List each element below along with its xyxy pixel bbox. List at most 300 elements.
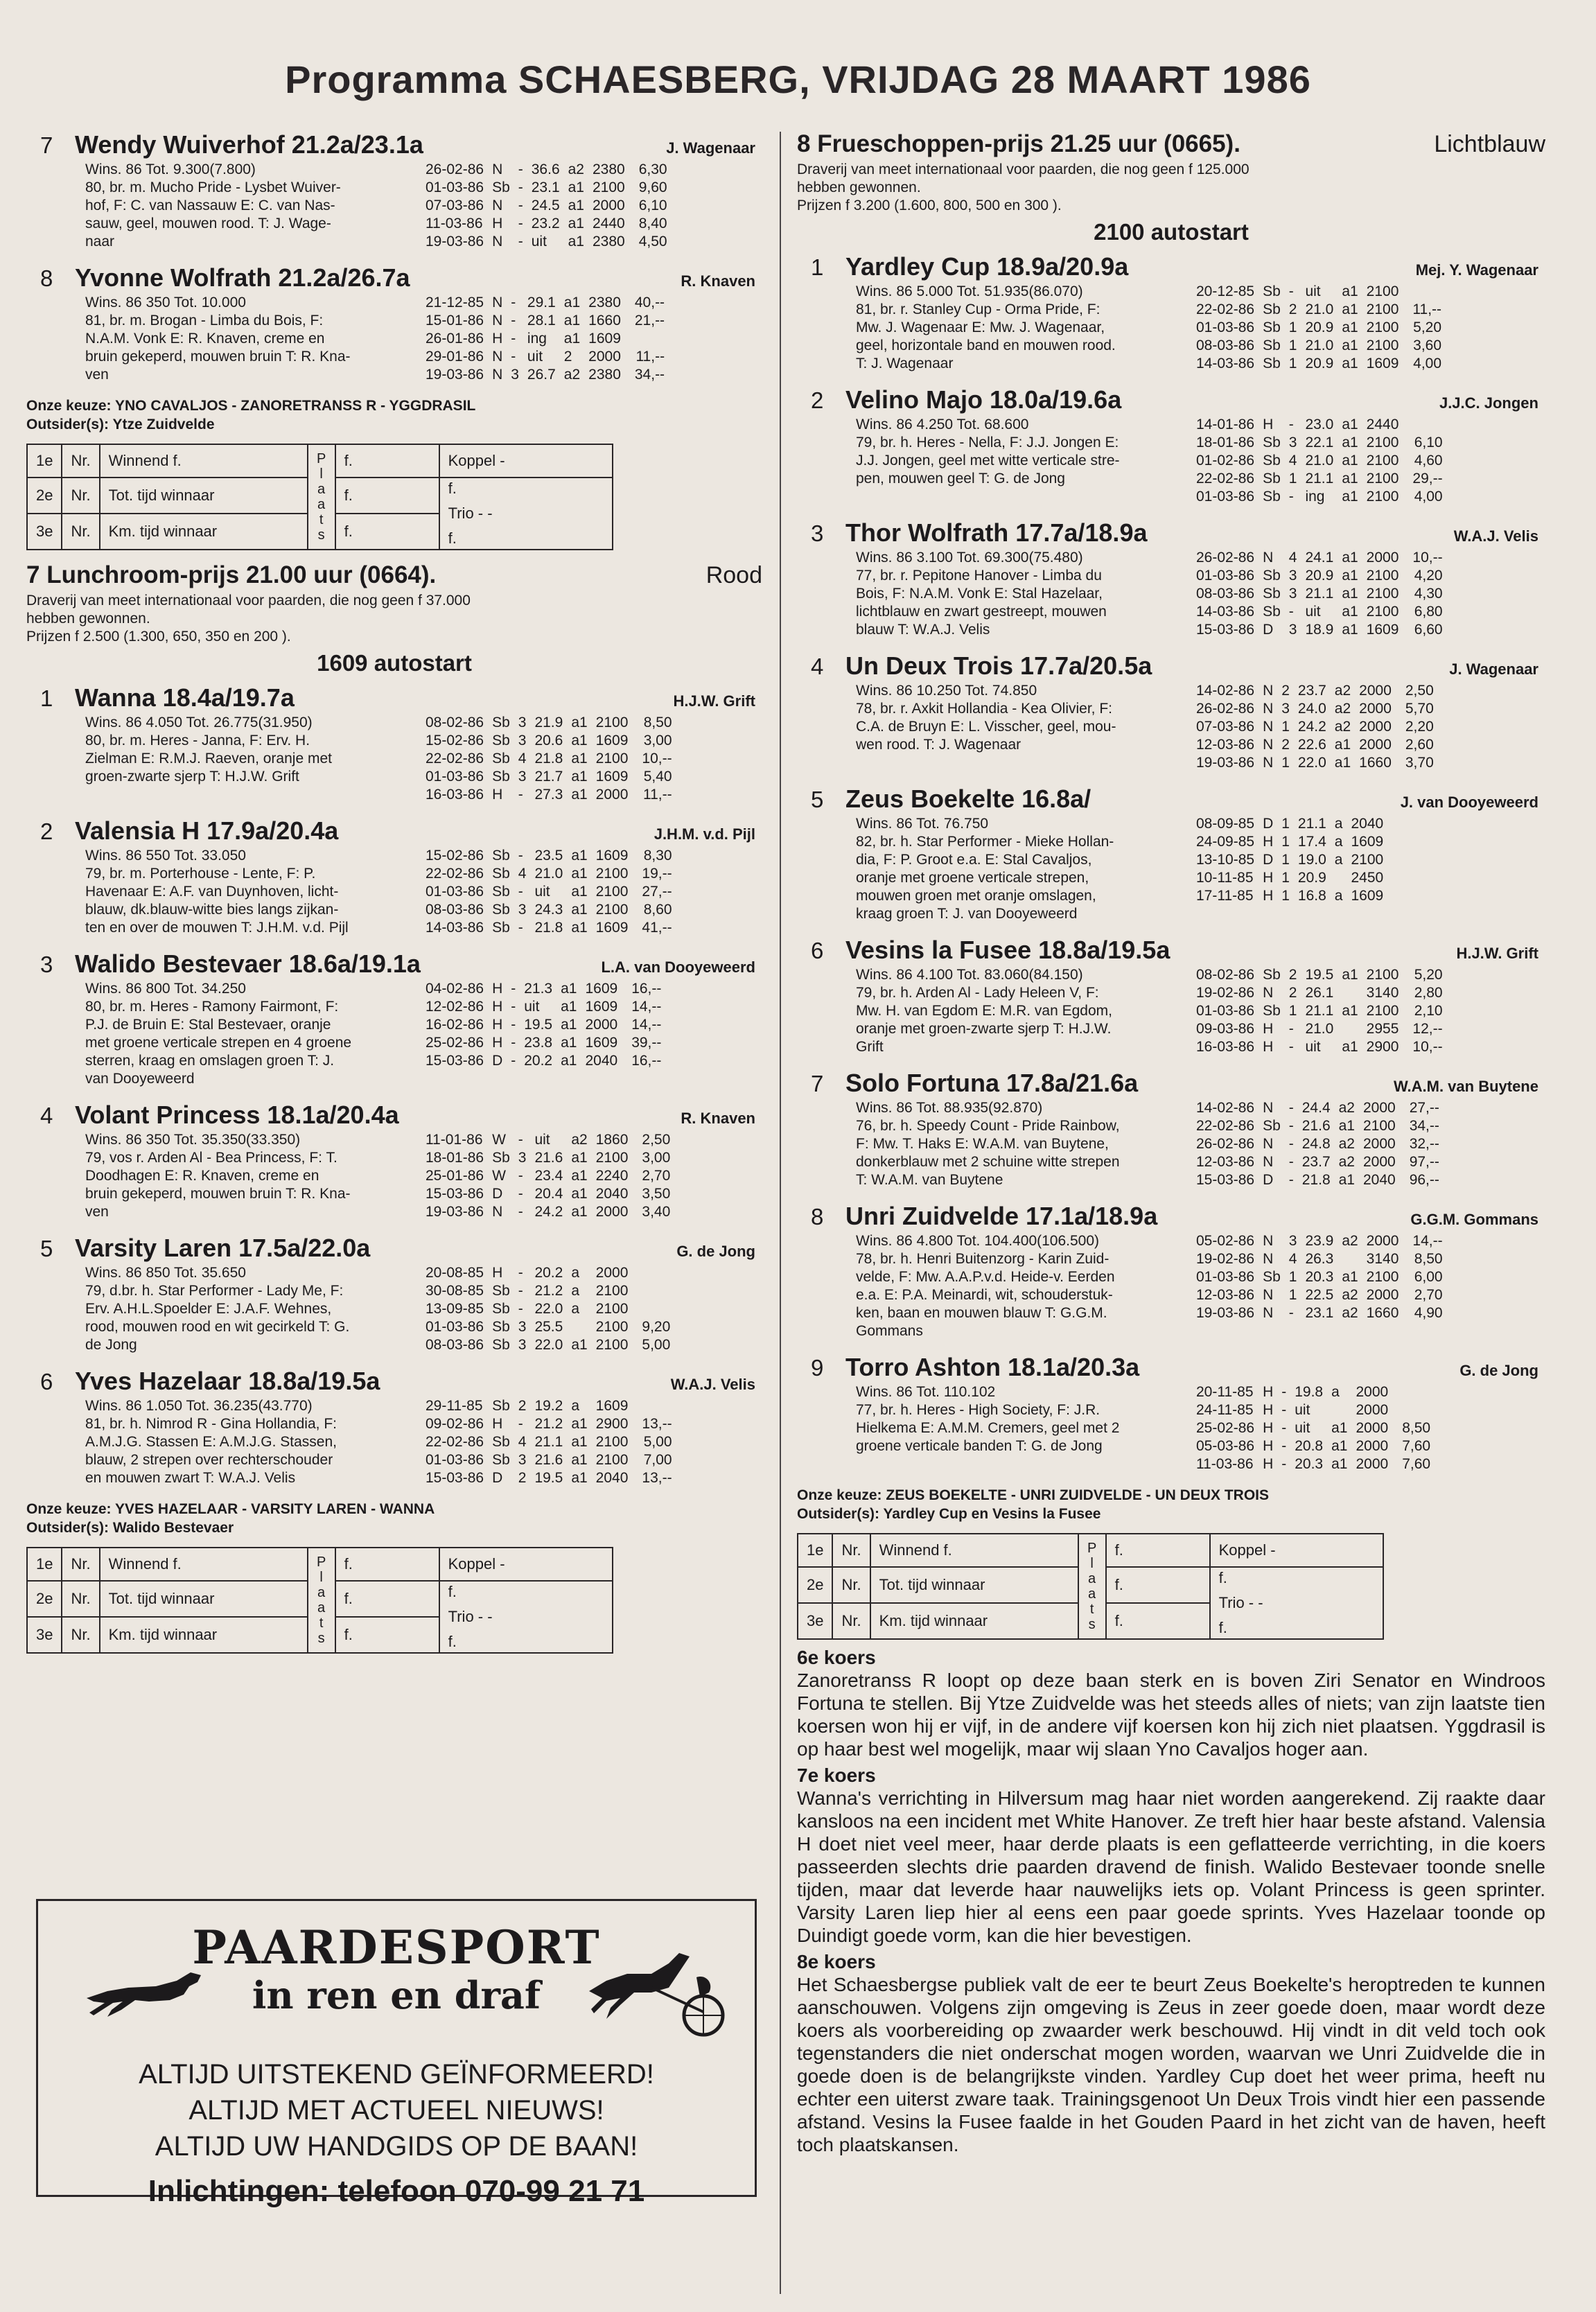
horse-body xyxy=(797,966,1545,1056)
performance-cell: 41,-- xyxy=(642,920,672,936)
performance-cell: 6,10 xyxy=(1414,435,1443,450)
result-f: f. xyxy=(1106,1567,1210,1603)
horse-number: 3 xyxy=(40,952,53,977)
performance-cell: 12-03-86 xyxy=(1196,1287,1255,1303)
horse-trainer: W.A.M. van Buytene xyxy=(1393,1078,1538,1095)
performance-cell: 2 xyxy=(563,349,572,365)
performance-cell: a1 xyxy=(571,1470,588,1486)
performance-cell: - xyxy=(511,1017,516,1033)
horse-performances xyxy=(1171,815,1545,923)
performance-cell: 3,60 xyxy=(1413,338,1442,353)
horse-name: Torro Ashton 18.1a/20.3a xyxy=(845,1353,1140,1381)
plaats-letter: P xyxy=(1087,1541,1097,1556)
performance-cell: 21.0 xyxy=(534,866,563,882)
horse-trainer: R. Knaven xyxy=(681,1110,755,1127)
performance-cell: 2380 xyxy=(592,234,625,249)
performance-cell: W xyxy=(492,1168,506,1184)
performance-cell: 7,60 xyxy=(1402,1438,1431,1454)
page-title: Programma SCHAESBERG, VRIJDAG 28 MAART 1986 xyxy=(285,58,1311,101)
performance-cell: a xyxy=(571,1398,579,1414)
performance-cell: 11,-- xyxy=(635,349,665,365)
performance-cell: 25.5 xyxy=(534,1319,563,1335)
horse-description: Wins. 86 4.250 Tot. 68.600 79, br. h. Heres - Nella, F: J.J. Jongen E: J.J. Jongen, geel met witte verticale stre- pen, mouwen geel T: G. de Jong xyxy=(856,417,1120,487)
horse-name: Zeus Boekelte 16.8a/ xyxy=(845,785,1091,813)
performance-cell: 19-03-86 xyxy=(426,367,484,383)
performance-cell: a1 xyxy=(561,981,577,997)
performance-cell: H xyxy=(492,1416,503,1432)
performance-cell: 6,30 xyxy=(638,161,667,177)
performance-cell: 10,-- xyxy=(1412,550,1443,566)
performance-cell: N xyxy=(1263,737,1274,753)
performance-cell: 2100 xyxy=(595,902,629,918)
trio-label: Trio - - xyxy=(1218,1594,1263,1611)
performance-cell: 21.6 xyxy=(534,1452,563,1468)
performance-cell: D xyxy=(1263,816,1274,832)
performance-row xyxy=(421,1469,676,1487)
horse-performances xyxy=(401,847,762,937)
performance-cell: 21.8 xyxy=(534,751,563,767)
performance-row xyxy=(1192,1171,1444,1189)
performance-row xyxy=(1192,1020,1447,1038)
result-table xyxy=(26,444,613,550)
ad-line-2: ALTIJD MET ACTUEEL NIEUWS! xyxy=(188,2095,604,2126)
result-f: f. xyxy=(335,514,439,550)
performance-cell: 26-02-86 xyxy=(1196,550,1255,566)
performance-cell: a1 xyxy=(571,733,588,748)
result-f: f. xyxy=(335,478,439,514)
performance-cell: a1 xyxy=(571,866,588,882)
performance-cell: 2 xyxy=(1288,967,1297,983)
performance-cell: 1 xyxy=(1281,755,1290,771)
performance-cell: 23.0 xyxy=(1305,417,1334,432)
performance-row xyxy=(1192,1437,1435,1455)
performance-cell: uit xyxy=(527,349,543,365)
performance-cell: 2000 xyxy=(1362,1136,1396,1152)
performance-cell: H xyxy=(492,999,503,1015)
horse-name: Un Deux Trois 17.7a/20.5a xyxy=(845,651,1152,680)
performance-cell xyxy=(632,1264,674,1282)
performance-cell: a1 xyxy=(571,1452,588,1468)
performance-cell: D xyxy=(1263,622,1274,638)
performance-row xyxy=(1192,1250,1447,1268)
performance-cell: 2380 xyxy=(588,367,621,383)
performance-row xyxy=(1192,567,1447,585)
performance-row xyxy=(421,1433,676,1451)
performance-cell: H xyxy=(1263,1456,1274,1472)
race-8-color: Lichtblauw xyxy=(1434,131,1545,157)
trio-f2: f. xyxy=(448,529,457,547)
horse-number: 2 xyxy=(40,818,53,844)
performance-cell: 97,-- xyxy=(1409,1154,1439,1170)
performance-cell: a1 xyxy=(1342,622,1358,638)
performance-cell: a1 xyxy=(1342,319,1358,335)
horse-entry xyxy=(26,1101,762,1221)
performance-cell: 10-11-85 xyxy=(1196,870,1254,886)
result-place: 1e xyxy=(798,1534,832,1567)
performance-cell: H xyxy=(492,1017,503,1033)
performance-cell: 18-01-86 xyxy=(426,1150,484,1166)
performance-cell: 2100 xyxy=(595,715,629,730)
performance-cell: 07-03-86 xyxy=(426,198,484,213)
performance-cell: a1 xyxy=(1342,568,1358,584)
performance-cell: 08-02-86 xyxy=(1196,967,1255,983)
performance-cell: 19-03-86 xyxy=(1196,1305,1255,1321)
performance-cell: 2000 xyxy=(1366,550,1399,566)
horse-name: Vesins la Fusee 18.8a/19.5a xyxy=(845,936,1170,964)
performance-cell: 14,-- xyxy=(631,999,662,1015)
performance-cell: H xyxy=(1263,1039,1274,1055)
horse-name: Thor Wolfrath 17.7a/18.9a xyxy=(845,518,1148,547)
performance-cell: 24.3 xyxy=(534,902,563,918)
performance-cell: 34,-- xyxy=(1409,1118,1439,1134)
performance-cell: 2100 xyxy=(595,884,629,900)
performance-cell: 1 xyxy=(1288,1269,1297,1285)
performance-cell: - xyxy=(518,1265,523,1281)
horse-performances xyxy=(401,714,762,804)
horse-description: Wins. 86 850 Tot. 35.650 79, d.br. h. Star Performer - Lady Me, F: Erv. A.H.L.Spoelder E: J.A.F. Wehnes, rood, mouwen rood en wit gecirkeld T: G. de Jong xyxy=(85,1265,350,1353)
performance-cell: 3,50 xyxy=(642,1186,671,1202)
performance-cell: N xyxy=(1263,1154,1274,1170)
horse-header xyxy=(26,263,762,294)
performance-cell: N xyxy=(1263,701,1274,717)
performance-cell: 01-03-86 xyxy=(1196,489,1255,505)
horse-header xyxy=(26,1234,762,1264)
performance-cell: 3 xyxy=(518,1150,527,1166)
performance-cell: a1 xyxy=(571,715,588,730)
performance-cell: 5,00 xyxy=(643,1434,672,1450)
horse-description: Wins. 86 10.250 Tot. 74.850 78, br. r. Axkit Hollandia - Kea Olivier, F: C.A. de Bruyn E: L. Visscher, geel, mou- wen rood. T: J. Wagenaar xyxy=(856,683,1116,753)
horse-number: 5 xyxy=(811,787,824,812)
performance-cell: Sb xyxy=(1263,338,1281,353)
performance-cell: 2040 xyxy=(585,1053,618,1069)
performance-cell: 1 xyxy=(1288,471,1297,487)
performance-cell: 1609 xyxy=(585,999,618,1015)
result-place: 2e xyxy=(798,1567,832,1603)
performance-cell: 20.9 xyxy=(1305,356,1334,371)
performance-cell: 2000 xyxy=(595,787,629,803)
performance-cell: - xyxy=(1288,1172,1294,1188)
horse-trainer: J. Wagenaar xyxy=(1449,660,1538,678)
result-row xyxy=(27,444,613,478)
horse-performances xyxy=(1171,1099,1545,1189)
horse-entry xyxy=(797,1069,1545,1189)
horse-description: Wins. 86 5.000 Tot. 51.935(86.070) 81, br. r. Stanley Cup - Orma Pride, F: Mw. J. Wagenaar E: Mw. J. Wagenaar, geel, horizontale band en mouwen rood. T: J. Wagenaar xyxy=(856,283,1116,371)
result-nr-label: Nr. xyxy=(62,444,99,478)
performance-row xyxy=(421,901,676,919)
performance-cell: 22-02-86 xyxy=(426,866,484,882)
performance-cell: 2900 xyxy=(595,1416,629,1432)
performance-cell: N xyxy=(492,367,503,383)
performance-cell: 21.2 xyxy=(534,1283,563,1299)
horse-entry xyxy=(26,130,762,251)
performance-cell: 21,-- xyxy=(634,313,665,329)
performance-cell: - xyxy=(518,1416,523,1432)
horse-body xyxy=(797,1383,1545,1473)
performance-cell: 1609 xyxy=(595,1398,629,1414)
performance-cell: 3 xyxy=(1288,622,1297,638)
performance-cell: 01-03-86 xyxy=(426,769,484,785)
performance-row xyxy=(421,348,669,366)
horse-entry xyxy=(797,252,1545,373)
performance-cell: a1 xyxy=(571,884,588,900)
performance-cell: N xyxy=(1263,1100,1274,1116)
performance-cell: 2100 xyxy=(1366,301,1399,317)
trio-cell xyxy=(1210,1567,1383,1639)
result-label: Km. tijd winnaar xyxy=(870,1603,1078,1639)
performance-cell: uit xyxy=(1295,1420,1310,1436)
performance-cell: 1 xyxy=(1281,870,1290,886)
performance-cell: 1860 xyxy=(595,1132,629,1148)
performance-row xyxy=(1192,984,1447,1002)
performance-cell: 8,40 xyxy=(638,216,667,231)
result-place: 1e xyxy=(27,444,62,478)
performance-cell: 19-02-86 xyxy=(1196,985,1255,1001)
performance-cell: 20.9 xyxy=(1297,870,1326,886)
plaats-letter: t xyxy=(1089,1602,1094,1617)
performance-cell xyxy=(1387,869,1401,887)
performance-cell: 22-02-86 xyxy=(1196,301,1255,317)
horse-trainer: W.A.J. Velis xyxy=(1453,527,1538,545)
performance-cell: 22.1 xyxy=(1305,435,1334,450)
performance-cell: a2 xyxy=(1342,1287,1358,1303)
performance-cell: Sb xyxy=(1263,301,1281,317)
performance-cell: a1 xyxy=(571,1416,588,1432)
performance-cell: H xyxy=(1263,870,1274,886)
performance-row xyxy=(1192,1099,1444,1117)
performance-cell: 08-03-86 xyxy=(1196,586,1255,602)
horse-name: Yvonne Wolfrath 21.2a/26.7a xyxy=(75,263,410,292)
performance-cell: D xyxy=(492,1470,503,1486)
performance-cell: 08-02-86 xyxy=(426,715,484,730)
performance-row xyxy=(421,1167,674,1185)
performance-cell: 4 xyxy=(518,866,527,882)
performance-cell: 1609 xyxy=(1351,888,1384,904)
performance-cell: a1 xyxy=(1334,737,1351,753)
horse-name: Unri Zuidvelde 17.1a/18.9a xyxy=(845,1202,1158,1230)
result-nr-label: Nr. xyxy=(62,1548,99,1581)
performance-cell: 2100 xyxy=(595,1301,629,1317)
performance-cell: a2 xyxy=(1334,719,1351,735)
performance-cell: 3 xyxy=(518,1337,527,1353)
performance-cell: 2000 xyxy=(1366,1233,1399,1249)
performance-cell: 2 xyxy=(518,1470,527,1486)
performance-cell: 22-02-86 xyxy=(1196,471,1255,487)
performance-cell: - xyxy=(518,1132,523,1148)
performance-cell: - xyxy=(1288,417,1294,432)
performance-cell: Sb xyxy=(1263,1003,1281,1019)
performance-cell: 14-03-86 xyxy=(426,920,484,936)
plaats-letter: a xyxy=(317,1585,326,1600)
performance-cell: - xyxy=(518,1204,523,1220)
performance-cell: 3 xyxy=(518,902,527,918)
performance-row xyxy=(1192,1135,1444,1153)
horse-trainer: J.H.M. v.d. Pijl xyxy=(654,825,755,843)
performance-cell: 2100 xyxy=(1362,1118,1396,1134)
performance-table xyxy=(1192,815,1401,905)
performance-cell: Sb xyxy=(492,1150,510,1166)
performance-cell: 3 xyxy=(518,1319,527,1335)
performance-cell: 15-03-86 xyxy=(426,1186,484,1202)
performance-cell: 28.1 xyxy=(527,313,556,329)
performance-cell: 21.0 xyxy=(1305,301,1334,317)
result-f: f. xyxy=(335,1617,439,1653)
plaats-letter: l xyxy=(1090,1556,1094,1571)
performance-row xyxy=(1192,603,1447,621)
performance-cell: 14,-- xyxy=(631,1017,662,1033)
performance-cell: uit xyxy=(1305,283,1321,299)
performance-cell: 08-03-86 xyxy=(426,1337,484,1353)
performance-row xyxy=(1192,434,1447,452)
performance-cell xyxy=(1338,1250,1362,1268)
performance-cell: 3 xyxy=(1281,701,1290,717)
performance-cell: 29-11-85 xyxy=(426,1398,483,1414)
performance-cell: - xyxy=(1281,1420,1287,1436)
performance-row xyxy=(1192,301,1446,319)
performance-cell: Sb xyxy=(492,920,510,936)
performance-row xyxy=(1192,1232,1447,1250)
performance-cell: 23.8 xyxy=(524,1035,553,1051)
performance-row xyxy=(1192,470,1447,488)
performance-cell xyxy=(1403,416,1446,434)
performance-cell: 34,-- xyxy=(634,367,665,383)
plaats-letter: P xyxy=(316,1555,326,1570)
performance-cell: 2000 xyxy=(1356,1420,1389,1436)
performance-cell: 1609 xyxy=(588,331,621,347)
result-nr-label: Nr. xyxy=(62,514,99,550)
performance-cell: a1 xyxy=(561,1017,577,1033)
performance-cell: N xyxy=(1263,1251,1274,1267)
horse-description: Wins. 86 Tot. 110.102 77, br. h. Heres - High Society, F: J.R. Hielkema E: A.M.M. Cremers, geel met 2 groene verticale banden T: G. de Jong xyxy=(856,1384,1120,1454)
horse-entry xyxy=(26,683,762,804)
performance-cell: 19-03-86 xyxy=(426,1204,484,1220)
performance-cell: 19.5 xyxy=(1305,967,1334,983)
performance-cell: 21.8 xyxy=(534,920,563,936)
performance-cell: 2,70 xyxy=(642,1168,671,1184)
performance-cell: 1609 xyxy=(595,769,629,785)
performance-cell: 2100 xyxy=(595,1434,629,1450)
result-place: 3e xyxy=(27,514,62,550)
performance-cell: 19,-- xyxy=(642,866,672,882)
performance-cell: N xyxy=(1263,755,1274,771)
performance-cell: 24.5 xyxy=(531,198,560,213)
performance-table xyxy=(1192,966,1447,1056)
performance-cell: 16,-- xyxy=(631,981,662,997)
performance-cell: Sb xyxy=(1263,489,1281,505)
horse-number: 6 xyxy=(811,938,824,963)
performance-cell: 3,00 xyxy=(642,1150,671,1166)
horse-description: Wins. 86 1.050 Tot. 36.235(43.770) 81, br. h. Nimrod R - Gina Hollandia, F: A.M.J.G. Stassen E: A.M.J.G. Stassen, blauw, 2 strepen over rechterschouder en mouwen zwart T: W.A.J. Velis xyxy=(85,1398,337,1486)
result-nr-label: Nr. xyxy=(832,1567,870,1603)
performance-cell: Sb xyxy=(1263,453,1281,468)
performance-cell: 4 xyxy=(1288,1251,1297,1267)
performance-cell: 2000 xyxy=(1356,1438,1389,1454)
horse-entry xyxy=(797,1202,1545,1340)
performance-cell: Sb xyxy=(492,179,510,195)
performance-cell: a1 xyxy=(571,751,588,767)
performance-cell xyxy=(632,1397,676,1415)
performance-cell: a1 xyxy=(568,198,584,213)
performance-table xyxy=(1192,549,1447,639)
performance-row xyxy=(1192,416,1447,434)
performance-row xyxy=(421,847,676,865)
horse-entry xyxy=(797,518,1545,639)
performance-cell: Sb xyxy=(492,902,510,918)
performance-cell: 11-01-86 xyxy=(426,1132,483,1148)
performance-cell: 2 xyxy=(1281,737,1290,753)
performance-cell: Sb xyxy=(1263,1269,1281,1285)
performance-cell: a2 xyxy=(571,1132,588,1148)
performance-cell: 6,10 xyxy=(638,198,667,213)
performance-cell: a1 xyxy=(1342,338,1358,353)
performance-cell: 25-02-86 xyxy=(426,1035,484,1051)
commentary-heading: 6e koers xyxy=(797,1647,876,1668)
performance-cell: 2440 xyxy=(592,216,625,231)
performance-cell: 4,50 xyxy=(638,234,667,249)
performance-cell: 2100 xyxy=(595,1319,629,1335)
horse-description: Wins. 86 800 Tot. 34.250 80, br. m. Heres - Ramony Fairmont, F: P.J. de Bruin E: Stal Bestevaer, oranje met groene verticale strepen en 4 groene sterren, kraag en omslagen groen T: J. van Dooyeweerd xyxy=(85,981,352,1087)
horse-description: Wins. 86 3.100 Tot. 69.300(75.480) 77, br. r. Pepitone Hanover - Limba du Bois, F: N.A.M. Vonk E: Stal Hazelaar, lichtblauw en zwart gestreept, mouwen blauw T: W.A.J. Velis xyxy=(856,550,1107,638)
horse-header xyxy=(26,1367,762,1397)
performance-cell: 1660 xyxy=(1366,1305,1399,1321)
performance-cell: 8,60 xyxy=(643,902,672,918)
performance-cell: 1 xyxy=(1288,1003,1297,1019)
performance-cell: 25-01-86 xyxy=(426,1168,484,1184)
performance-cell xyxy=(1331,869,1347,887)
performance-row xyxy=(421,1451,676,1469)
horse-description: Wins. 86 Tot. 88.935(92.870) 76, br. h. Speedy Count - Pride Rainbow, F: Mw. T. Haks E: W.A.M. van Buytene, donkerblauw met 2 schuine witte strepen T: W.A.M. van Buytene xyxy=(856,1100,1120,1188)
horse-description: Wins. 86 350 Tot. 10.000 81, br. m. Brogan - Limba du Bois, F: N.A.M. Vonk E: R. Knaven, creme en bruin gekeperd, mouwen bruin T: R. Kna- ven xyxy=(85,295,351,383)
horse-body xyxy=(797,682,1545,772)
performance-row xyxy=(1192,1304,1447,1322)
trio-cell xyxy=(439,1581,613,1653)
horse-entry xyxy=(26,816,762,937)
performance-row xyxy=(1192,1419,1435,1437)
plaats-letter: a xyxy=(1088,1571,1096,1586)
performance-cell: 16-03-86 xyxy=(426,787,484,803)
performance-cell: 20.6 xyxy=(534,733,563,748)
race-7-distance: 1609 autostart xyxy=(317,650,472,676)
performance-cell: 21.0 xyxy=(1305,453,1334,468)
performance-cell: 2450 xyxy=(1351,870,1384,886)
result-table xyxy=(26,1547,613,1654)
performance-cell: 2000 xyxy=(1359,719,1392,735)
performance-cell: 1609 xyxy=(595,733,629,748)
performance-cell xyxy=(567,1318,591,1336)
performance-cell: D xyxy=(1263,1172,1274,1188)
performance-row xyxy=(421,750,676,768)
trio-label: Trio - - xyxy=(448,505,493,522)
result-place: 3e xyxy=(798,1603,832,1639)
horse-entry xyxy=(797,785,1545,923)
performance-cell: 21.2 xyxy=(534,1416,563,1432)
koppel-label: Koppel - xyxy=(439,444,613,478)
performance-cell: Sb xyxy=(492,1452,510,1468)
horse-description: Wins. 86 4.050 Tot. 26.775(31.950) 80, br. m. Heres - Janna, F: Erv. H. Zielman E: R.M.J. Raeven, oranje met groen-zwarte sjerp T: H.J.W. Grift xyxy=(85,715,332,785)
performance-row xyxy=(421,330,669,348)
performance-cell: - xyxy=(1288,1136,1294,1152)
performance-row xyxy=(1192,1153,1444,1171)
performance-cell: 15-03-86 xyxy=(1196,1172,1255,1188)
performance-table xyxy=(1192,283,1446,373)
performance-cell: 2 xyxy=(1288,985,1297,1001)
performance-cell: 24.4 xyxy=(1301,1100,1331,1116)
performance-row xyxy=(1192,700,1438,718)
horse-trainer: J. van Dooyeweerd xyxy=(1400,794,1538,811)
performance-cell: a1 xyxy=(1342,356,1358,371)
performance-cell: a1 xyxy=(561,999,577,1015)
result-row xyxy=(27,1548,613,1581)
result-row xyxy=(798,1534,1383,1567)
